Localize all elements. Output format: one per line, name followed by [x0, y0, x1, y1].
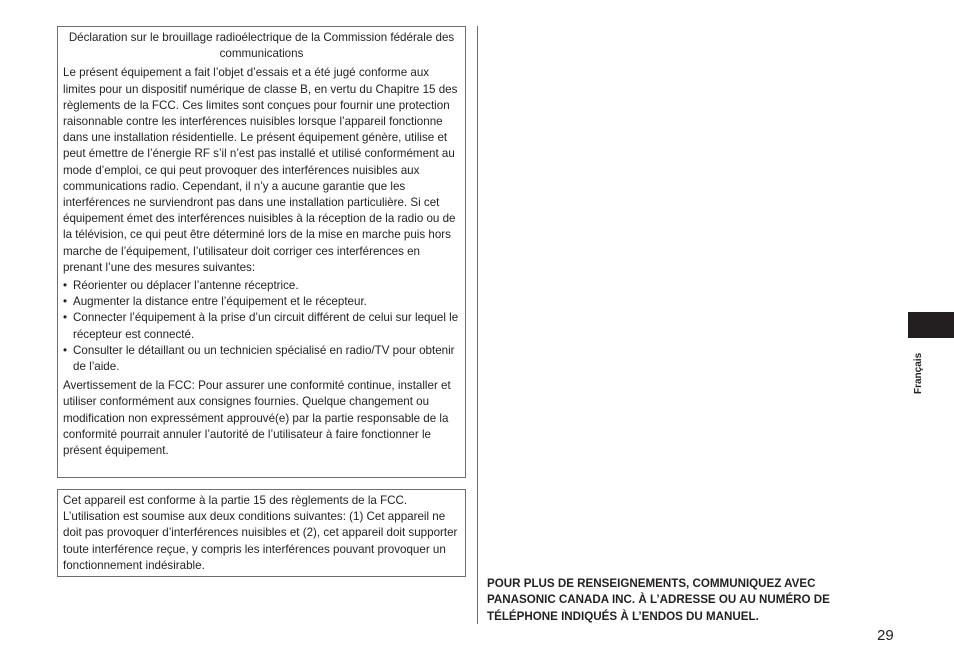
language-tab-marker	[908, 312, 954, 338]
page-number: 29	[877, 627, 894, 644]
bullet-icon: •	[63, 295, 68, 309]
bullet-icon: •	[63, 279, 68, 293]
list-item	[63, 310, 460, 342]
list-item	[63, 343, 460, 375]
language-tab-label: Français	[913, 352, 924, 394]
fcc-notice-title: Déclaration sur le brouillage radioélectrique de la Commission fédérale des communications	[68, 31, 455, 61]
fcc-warning: Avertissement de la FCC: Pour assurer une conformité continue, installer et utiliser conformément aux consignes fournies. Quelque changement ou modification non expressément approuvé(e) par la partie responsable de la conformité pourrait annuler l’autorité de l’utilisateur à faire fonctionner le présent équipement.	[63, 379, 451, 458]
bullet-icon: •	[63, 343, 68, 357]
measure-text: Consulter le détaillant ou un technicien spécialisé en radio/TV pour obtenir de l’aide.	[73, 343, 455, 374]
fcc-notice-intro: Le présent équipement a fait l’objet d’essais et a été jugé conforme aux limites pour un dispositif numérique de classe B, en vertu du Chapitre 15 des règlements de la FCC. Ces limites sont conçues pour fournir une protection raisonnable contre les interférences nuisibles lorsque l’appareil fonctionne dans une installation résidentielle. Le présent équipement génère, utilise et peut émettre de l’énergie RF s’il n’est pas installé et utilisé conformément au mode d’emploi, ce qui peut provoquer des interférences nuisibles aux communications radio. Cependant, il n’y a aucune garantie que les interférences ne surviendront pas dans une installation particulière. Si cet équipement émet des interférences nuisibles à la réception de la radio ou de la télévision, ce qui peut être déterminé lors de la mise en marche puis hors marche de l’équipement, l’utilisateur doit corriger ces interférences en prenant l’une des mesures suivantes:	[63, 66, 458, 274]
column-divider	[477, 26, 478, 624]
list-item	[63, 294, 460, 310]
conformity-text: Cet appareil est conforme à la partie 15 des règlements de la FCC. L’utilisation est soumise aux deux conditions suivantes: (1) Cet appareil ne doit pas provoquer d’interférences nuisibles et (2), cet appareil doit supporter toute interférence reçue, y compris les interférences pouvant provoquer un fonctionnement indésirable.	[63, 494, 458, 572]
fcc-interference-notice	[57, 26, 466, 478]
measure-text: Augmenter la distance entre l’équipement et le récepteur.	[73, 295, 367, 309]
fcc-measures-list	[63, 278, 460, 375]
contact-notice: POUR PLUS DE RENSEIGNEMENTS, COMMUNIQUEZ AVEC PANASONIC CANADA INC. À L’ADRESSE OU AU NUMÉRO DE TÉLÉPHONE INDIQUÉS À L’ENDOS DU MANUEL.	[487, 577, 830, 623]
list-item	[63, 278, 460, 294]
measure-text: Connecter l’équipement à la prise d’un circuit différent de celui sur lequel le récepteur est connecté.	[73, 311, 459, 341]
bullet-icon: •	[63, 311, 68, 325]
part15-conformity-notice	[57, 489, 466, 577]
measure-text: Réorienter ou déplacer l’antenne réceptrice.	[73, 279, 299, 293]
